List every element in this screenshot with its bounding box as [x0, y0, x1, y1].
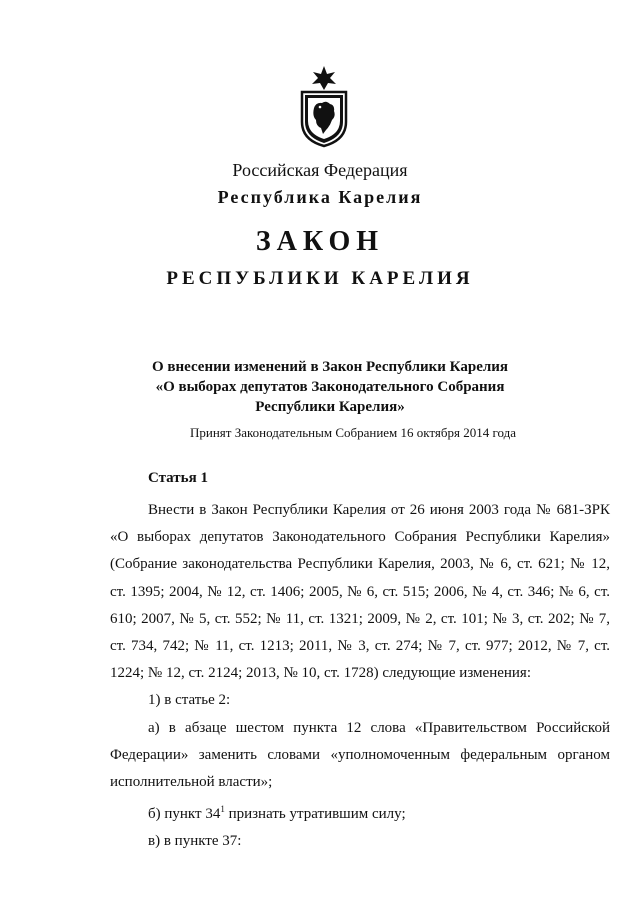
subject-line: «О выборах депутатов Законодательного Собрания	[155, 379, 505, 395]
subject-line: О внесении изменений в Закон Республики Карелия	[151, 359, 509, 375]
law-title: ЗАКОН	[255, 226, 385, 257]
article-body	[110, 497, 610, 856]
list-item: в) в пункте 37:	[148, 833, 242, 850]
law-subject	[150, 357, 510, 417]
republic-name: Республика Карелия	[217, 187, 423, 207]
list-item: а) в абзаце шестом пункта 12 слова «Правительством Российской Федерации» заменить словами «уполномоченным федеральным органом исполнительной власти»;	[110, 719, 610, 791]
list-item: 1) в статье 2:	[148, 692, 231, 709]
item-b-text: б) пункт 34	[148, 806, 221, 823]
superscript: 1	[220, 804, 225, 815]
list-item	[110, 796, 610, 828]
law-subtitle: РЕСПУБЛИКИ КАРЕЛИЯ	[166, 268, 474, 289]
item-b-text-end: признать утратившим силу;	[224, 806, 406, 823]
article-paragraph: Внести в Закон Республики Карелия от 26 июня 2003 года № 681-ЗРК «О выборах депутатов Законодательного Собрания Республики Карелия» (Собрание законодательства Республики Карелия, 2003, № 6, ст. 621; № 12, ст. 1395; 2004, № 12, ст. 1406; 2005, № 6, ст. 515; 2006, № 4, ст. 346; № 6, ст. 610; 2007, № 5, ст. 552; № 11, ст. 1321; 2009, № 2, ст. 101; № 3, ст. 202; № 7, ст. 734, 742; № 11, ст. 1213; 2011, № 3, ст. 274; № 7, ст. 977; 2012, № 7, ст. 1224; № 12, ст. 2124; 2013, № 10, ст. 1728) следующие изменения:	[110, 502, 610, 682]
karelia-coat-of-arms-icon	[296, 64, 352, 148]
article-heading: Статья 1	[148, 470, 208, 486]
country-name: Российская Федерация	[232, 160, 408, 180]
subject-line: Республики Карелия»	[255, 399, 405, 415]
adoption-date: Принят Законодательным Собранием 16 октября 2014 года	[190, 425, 517, 440]
